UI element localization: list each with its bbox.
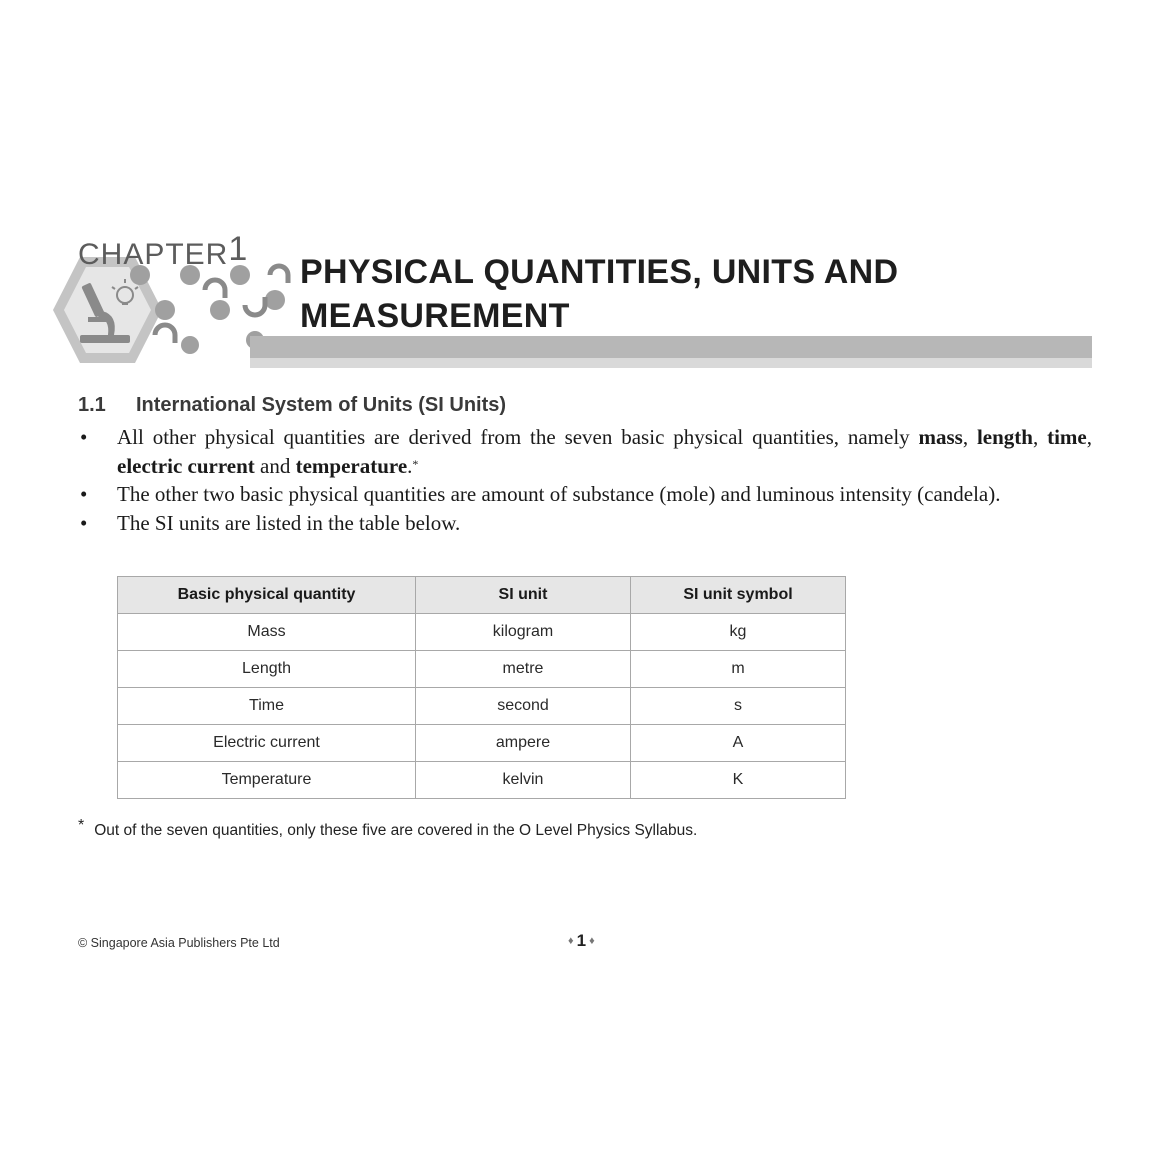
- chapter-title-line-2: MEASUREMENT: [300, 297, 570, 335]
- chapter-title-line-1: PHYSICAL QUANTITIES, UNITS AND: [300, 253, 899, 291]
- bullet-item-derived-quantities: [78, 423, 1092, 480]
- section-number: 1.1: [78, 394, 106, 416]
- bullet-text: The other two basic physical quantities are amount of substance (mole) and luminous intensity (candela).: [117, 482, 1001, 506]
- table-row: [118, 725, 846, 762]
- unit-cell: second: [416, 688, 631, 725]
- period: .: [407, 453, 413, 478]
- footnote-text: Out of the seven quantities, only these five are covered in the O Level Physics Syllabus.: [94, 822, 698, 839]
- column-header-symbol: SI unit symbol: [631, 577, 846, 614]
- table-row: [118, 688, 846, 725]
- bullet-item-table-intro: [78, 509, 1092, 538]
- bullet-icon: •: [80, 425, 88, 449]
- column-header-unit: SI unit: [416, 577, 631, 614]
- symbol-cell: kg: [631, 614, 846, 651]
- table-row: [118, 651, 846, 688]
- term-electric-current: electric current: [117, 453, 255, 478]
- bullet-list: [78, 423, 1092, 537]
- table-row: [118, 762, 846, 799]
- term-mass: mass: [918, 425, 963, 449]
- chapter-number: 1: [228, 230, 249, 268]
- symbol-cell: A: [631, 725, 846, 762]
- bullet-item-other-quantities: [78, 480, 1092, 509]
- section-heading: [78, 394, 506, 417]
- column-header-quantity: Basic physical quantity: [118, 577, 416, 614]
- unit-cell: ampere: [416, 725, 631, 762]
- symbol-cell: m: [631, 651, 846, 688]
- footnote-star: *: [78, 817, 85, 834]
- quantity-cell: Length: [118, 651, 416, 688]
- table-header-row: [118, 577, 846, 614]
- footnote-marker: *: [412, 456, 419, 471]
- symbol-cell: K: [631, 762, 846, 799]
- term-temperature: temperature: [295, 453, 408, 478]
- chapter-title: [300, 250, 1060, 338]
- page-number: [565, 931, 598, 951]
- quantity-cell: Electric current: [118, 725, 416, 762]
- diamond-icon: ♦: [568, 935, 574, 947]
- table-row: [118, 614, 846, 651]
- quantity-cell: Time: [118, 688, 416, 725]
- title-underline-bar: [250, 336, 1092, 358]
- section-title: International System of Units (SI Units): [136, 394, 507, 416]
- chapter-label: [78, 230, 249, 273]
- page-number-value: 1: [576, 931, 587, 950]
- term-time: time: [1047, 425, 1087, 449]
- si-units-table: [117, 576, 846, 799]
- bullet-text: All other physical quantities are derived from the seven basic physical quantities, namely: [117, 425, 919, 449]
- bullet-icon: •: [80, 482, 88, 506]
- unit-cell: metre: [416, 651, 631, 688]
- symbol-cell: s: [631, 688, 846, 725]
- unit-cell: kelvin: [416, 762, 631, 799]
- quantity-cell: Mass: [118, 614, 416, 651]
- footnote: [78, 817, 698, 840]
- diamond-icon: ♦: [589, 935, 595, 947]
- title-underline-bar-light: [250, 358, 1092, 368]
- unit-cell: kilogram: [416, 614, 631, 651]
- copyright-notice: © Singapore Asia Publishers Pte Ltd: [78, 936, 280, 950]
- term-length: length: [976, 425, 1033, 449]
- quantity-cell: Temperature: [118, 762, 416, 799]
- separator: ,: [1032, 425, 1048, 449]
- bullet-icon: •: [80, 510, 88, 535]
- separator: ,: [1086, 425, 1092, 449]
- conjunction: and: [254, 453, 296, 478]
- separator: ,: [962, 425, 977, 449]
- chapter-word: CHAPTER: [78, 238, 229, 271]
- bullet-text: The SI units are listed in the table below.: [117, 510, 461, 535]
